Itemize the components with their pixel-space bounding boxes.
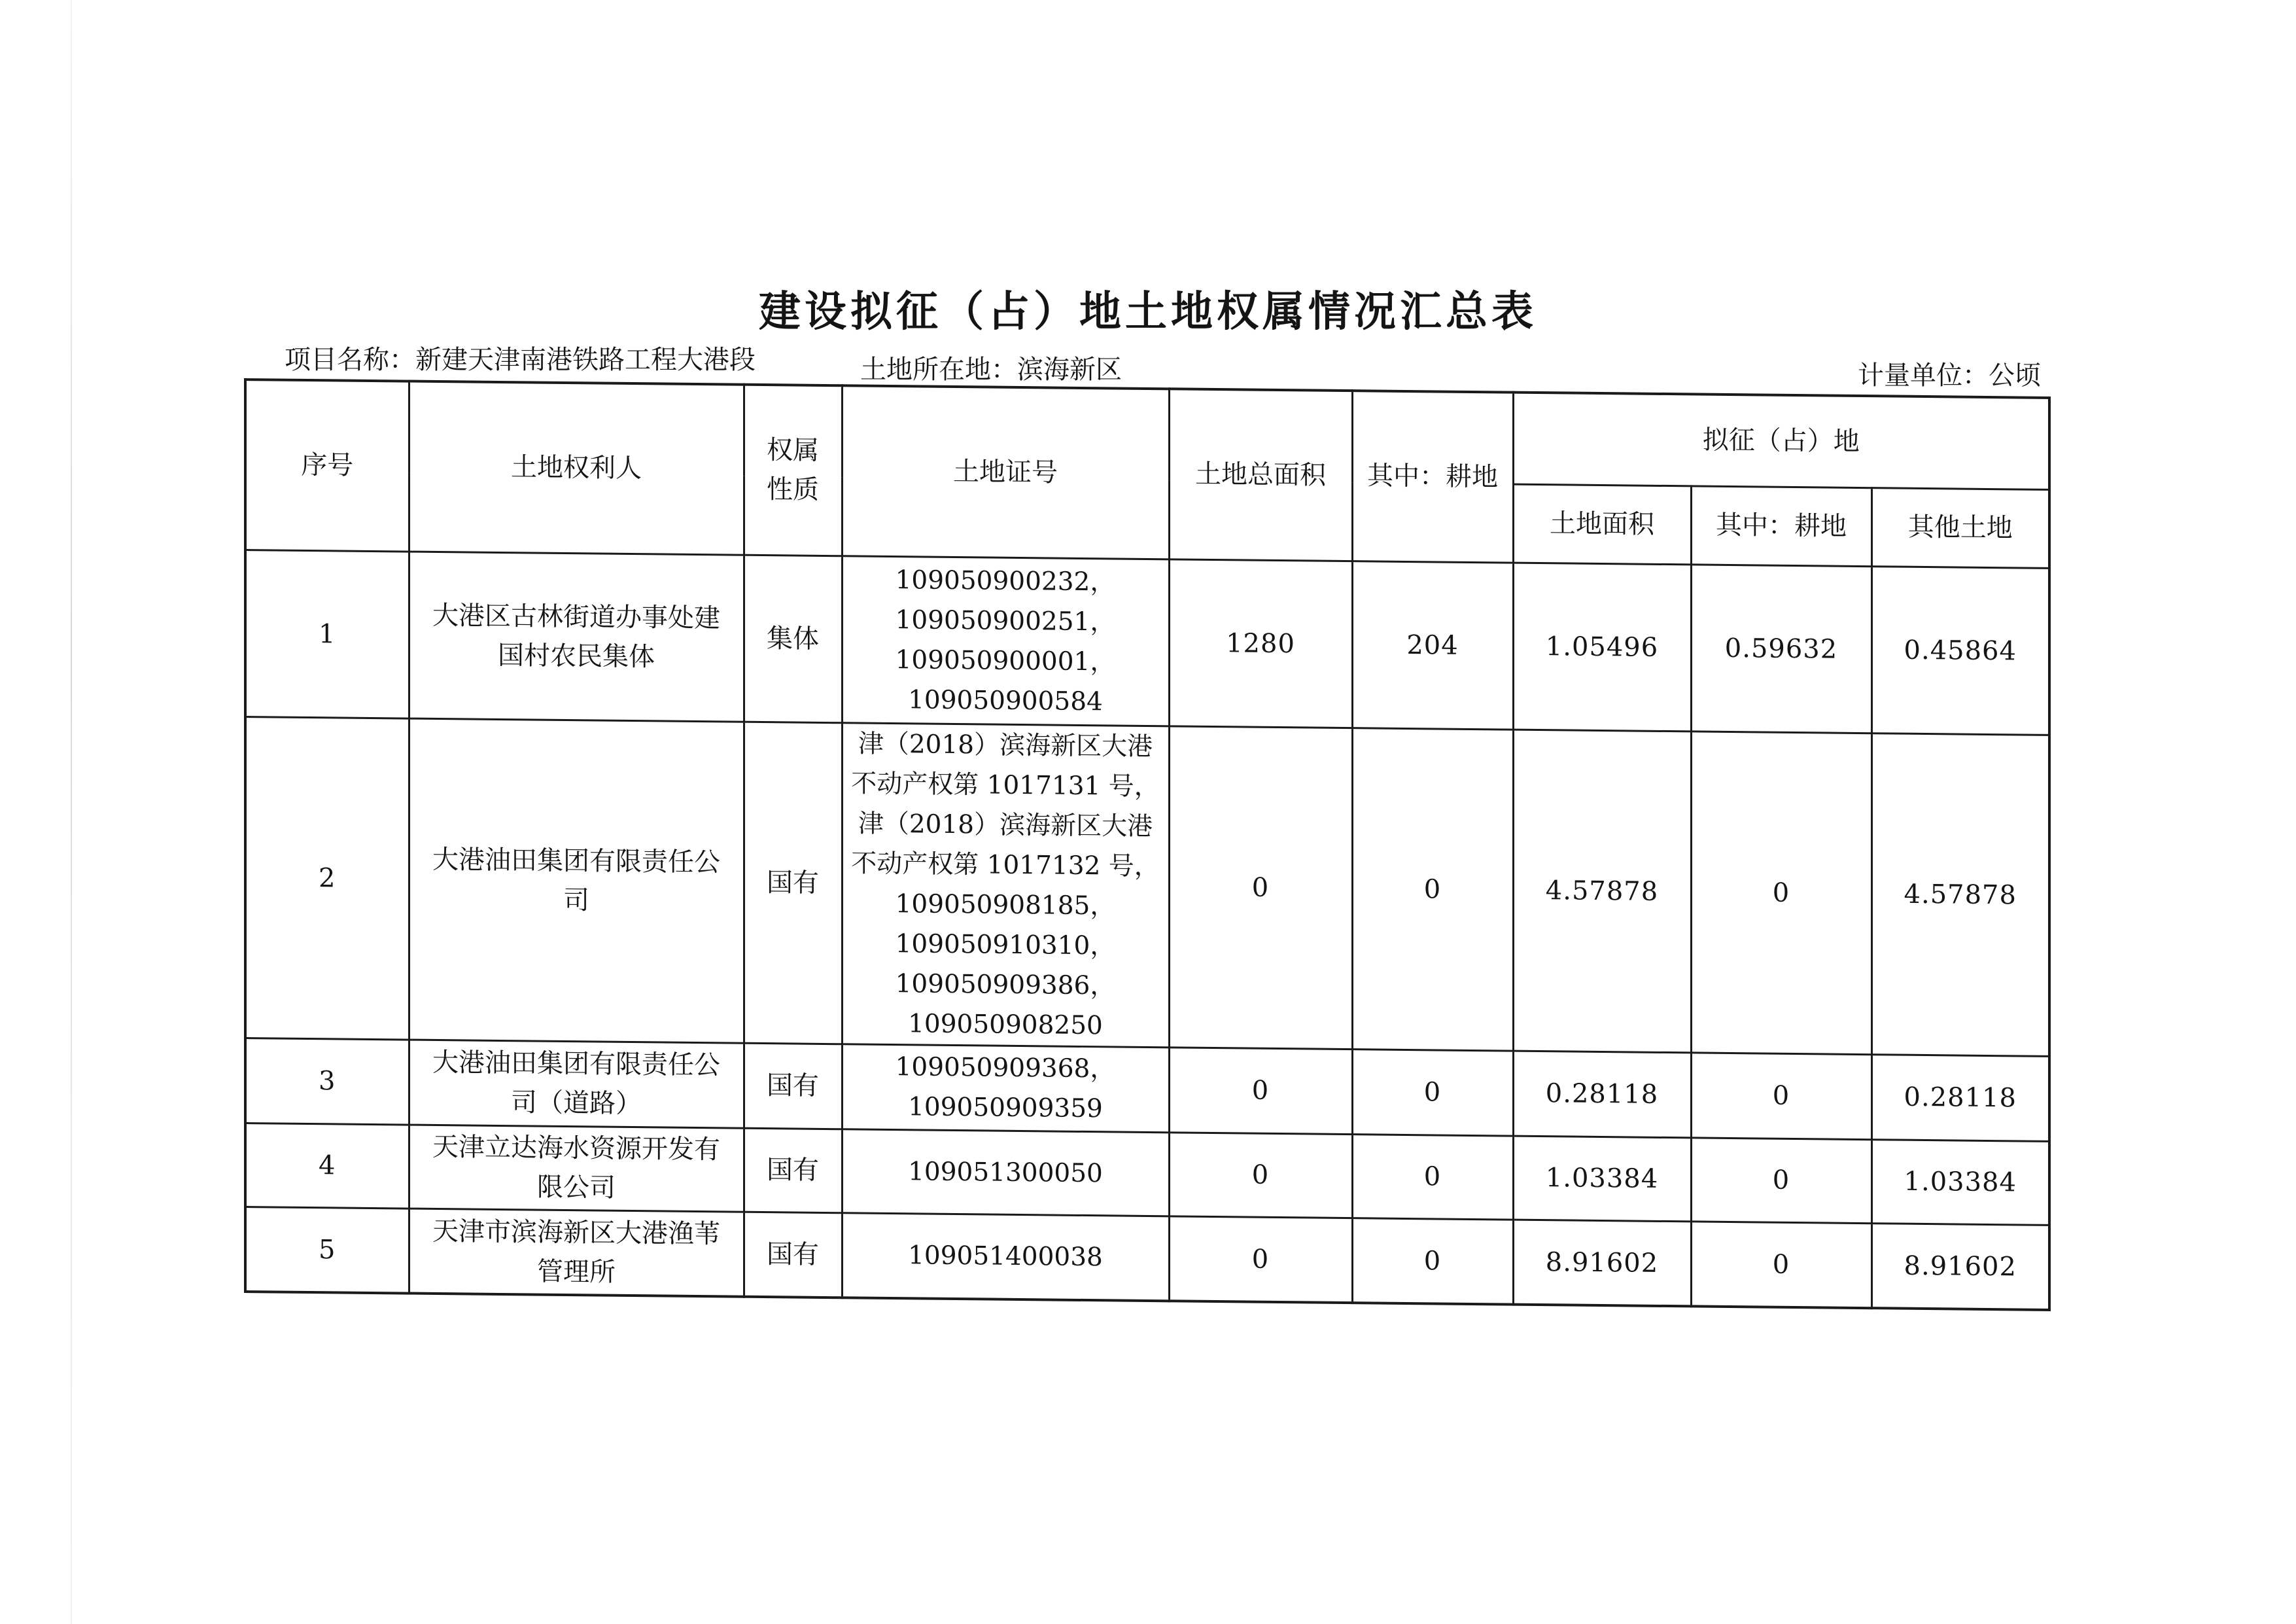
cell-seq: 2	[245, 716, 409, 1040]
land-ownership-table	[244, 378, 2051, 1311]
owner-line: 大港油田集团有限责任公	[432, 1047, 720, 1081]
owner-line: 限公司	[537, 1172, 616, 1203]
cell-owner	[409, 1125, 744, 1212]
owner-line: 国村农民集体	[498, 640, 655, 672]
cell-owner	[409, 1209, 744, 1297]
owner-line: 大港区古林街道办事处建	[432, 600, 720, 633]
cell-arable: 0.59632	[1691, 564, 1871, 733]
page-title: 建设拟征（占）地土地权属情况汇总表	[759, 287, 1537, 336]
header-nature-line1: 权属	[767, 435, 819, 467]
header-owner: 土地权利人	[409, 381, 744, 555]
cell-seq: 4	[245, 1123, 409, 1209]
cell-total-area: 0	[1169, 726, 1352, 1049]
header-total-area: 土地总面积	[1169, 389, 1352, 561]
cell-owner	[409, 718, 744, 1043]
cell-cert	[842, 1044, 1169, 1132]
table-row	[245, 1207, 2049, 1310]
cert-line: 109050908185，	[895, 889, 1116, 921]
owner-line: 司（道路）	[511, 1087, 642, 1120]
header-other: 其他土地	[1871, 487, 2049, 568]
cell-seq: 3	[245, 1038, 409, 1125]
cell-other: 1.03384	[1871, 1139, 2049, 1225]
scan-edge	[71, 0, 72, 1624]
cell-total-area: 0	[1169, 1047, 1352, 1134]
cell-total-arable: 0	[1352, 1134, 1513, 1219]
cell-land-area: 1.05496	[1513, 563, 1691, 732]
cell-total-area: 0	[1169, 1132, 1352, 1218]
cell-land-area: 4.57878	[1513, 730, 1691, 1053]
owner-line: 天津立达海水资源开发有	[432, 1131, 720, 1165]
cell-total-arable: 204	[1352, 561, 1513, 729]
cell-arable: 0	[1691, 1052, 1871, 1139]
cert-line: 不动产权第 1017132 号，	[851, 848, 1160, 881]
table-row	[245, 550, 2049, 735]
project-name: 项目名称：新建天津南港铁路工程大港段	[285, 345, 756, 375]
cell-cert	[842, 1129, 1169, 1216]
cert-line: 109051300050	[908, 1156, 1103, 1188]
cell-nature: 国有	[744, 1212, 842, 1298]
cell-nature: 集体	[744, 555, 842, 723]
cell-land-area: 0.28118	[1513, 1051, 1691, 1138]
table-body	[245, 550, 2049, 1310]
cell-cert	[842, 556, 1169, 726]
cell-other: 0.28118	[1871, 1054, 2049, 1141]
cell-cert	[842, 1212, 1169, 1301]
cell-seq: 5	[245, 1207, 409, 1294]
cell-owner	[409, 552, 744, 722]
cell-arable: 0	[1691, 1221, 1871, 1308]
cell-owner	[409, 1040, 744, 1128]
cert-line: 109050909386，	[895, 968, 1116, 1000]
owner-line: 大港油田集团有限责任公	[432, 844, 720, 877]
cert-line: 109050900232，	[895, 565, 1116, 597]
header-nature-line2: 性质	[767, 474, 819, 506]
measurement-unit: 计量单位：公顷	[1858, 361, 2041, 391]
header-group: 拟征（占）地	[1513, 393, 2049, 489]
owner-line: 司	[563, 885, 589, 915]
cell-total-arable: 0	[1352, 1049, 1513, 1135]
cell-land-area: 8.91602	[1513, 1220, 1691, 1307]
cell-total-area: 1280	[1169, 559, 1352, 728]
cell-other: 0.45864	[1871, 566, 2049, 735]
cell-land-area: 1.03384	[1513, 1136, 1691, 1222]
cell-arable: 0	[1691, 1137, 1871, 1223]
cell-arable: 0	[1691, 731, 1871, 1054]
cert-line: 109050900001，	[895, 644, 1116, 677]
header-cert: 土地证号	[842, 385, 1169, 559]
cell-other: 4.57878	[1871, 733, 2049, 1056]
header-seq: 序号	[245, 380, 409, 552]
cert-line: 109050910310，	[895, 928, 1116, 961]
cell-seq: 1	[245, 550, 409, 718]
table-row	[245, 716, 2049, 1056]
cert-line: 109050900584	[908, 684, 1103, 716]
cert-line: 109050909368，	[895, 1052, 1116, 1084]
header-nature	[744, 385, 842, 556]
owner-line: 管理所	[537, 1256, 616, 1288]
cert-line: 109051400038	[908, 1241, 1103, 1273]
header-arable: 其中：耕地	[1691, 485, 1871, 566]
cell-total-arable: 0	[1352, 728, 1513, 1050]
cert-line: 津（2018）滨海新区大港	[858, 809, 1153, 841]
cell-nature: 国有	[744, 722, 842, 1044]
cert-line: 津（2018）滨海新区大港	[858, 729, 1153, 762]
header-land-area: 土地面积	[1513, 484, 1691, 565]
cell-cert	[842, 722, 1169, 1047]
cert-line: 109050908250	[908, 1008, 1103, 1040]
cell-nature: 国有	[744, 1128, 842, 1213]
summary-table-wrapper	[244, 378, 2048, 1311]
cell-nature: 国有	[744, 1043, 842, 1129]
cell-total-arable: 0	[1352, 1218, 1513, 1304]
cert-line: 不动产权第 1017131 号，	[851, 768, 1160, 802]
cert-line: 109050900251，	[895, 605, 1116, 637]
cert-line: 109050909359	[908, 1092, 1103, 1124]
cell-total-area: 0	[1169, 1216, 1352, 1303]
land-location: 土地所在地：滨海新区	[860, 355, 1122, 385]
owner-line: 天津市滨海新区大港渔苇	[432, 1216, 720, 1250]
cell-other: 8.91602	[1871, 1223, 2049, 1310]
header-total-arable: 其中：耕地	[1352, 391, 1513, 562]
